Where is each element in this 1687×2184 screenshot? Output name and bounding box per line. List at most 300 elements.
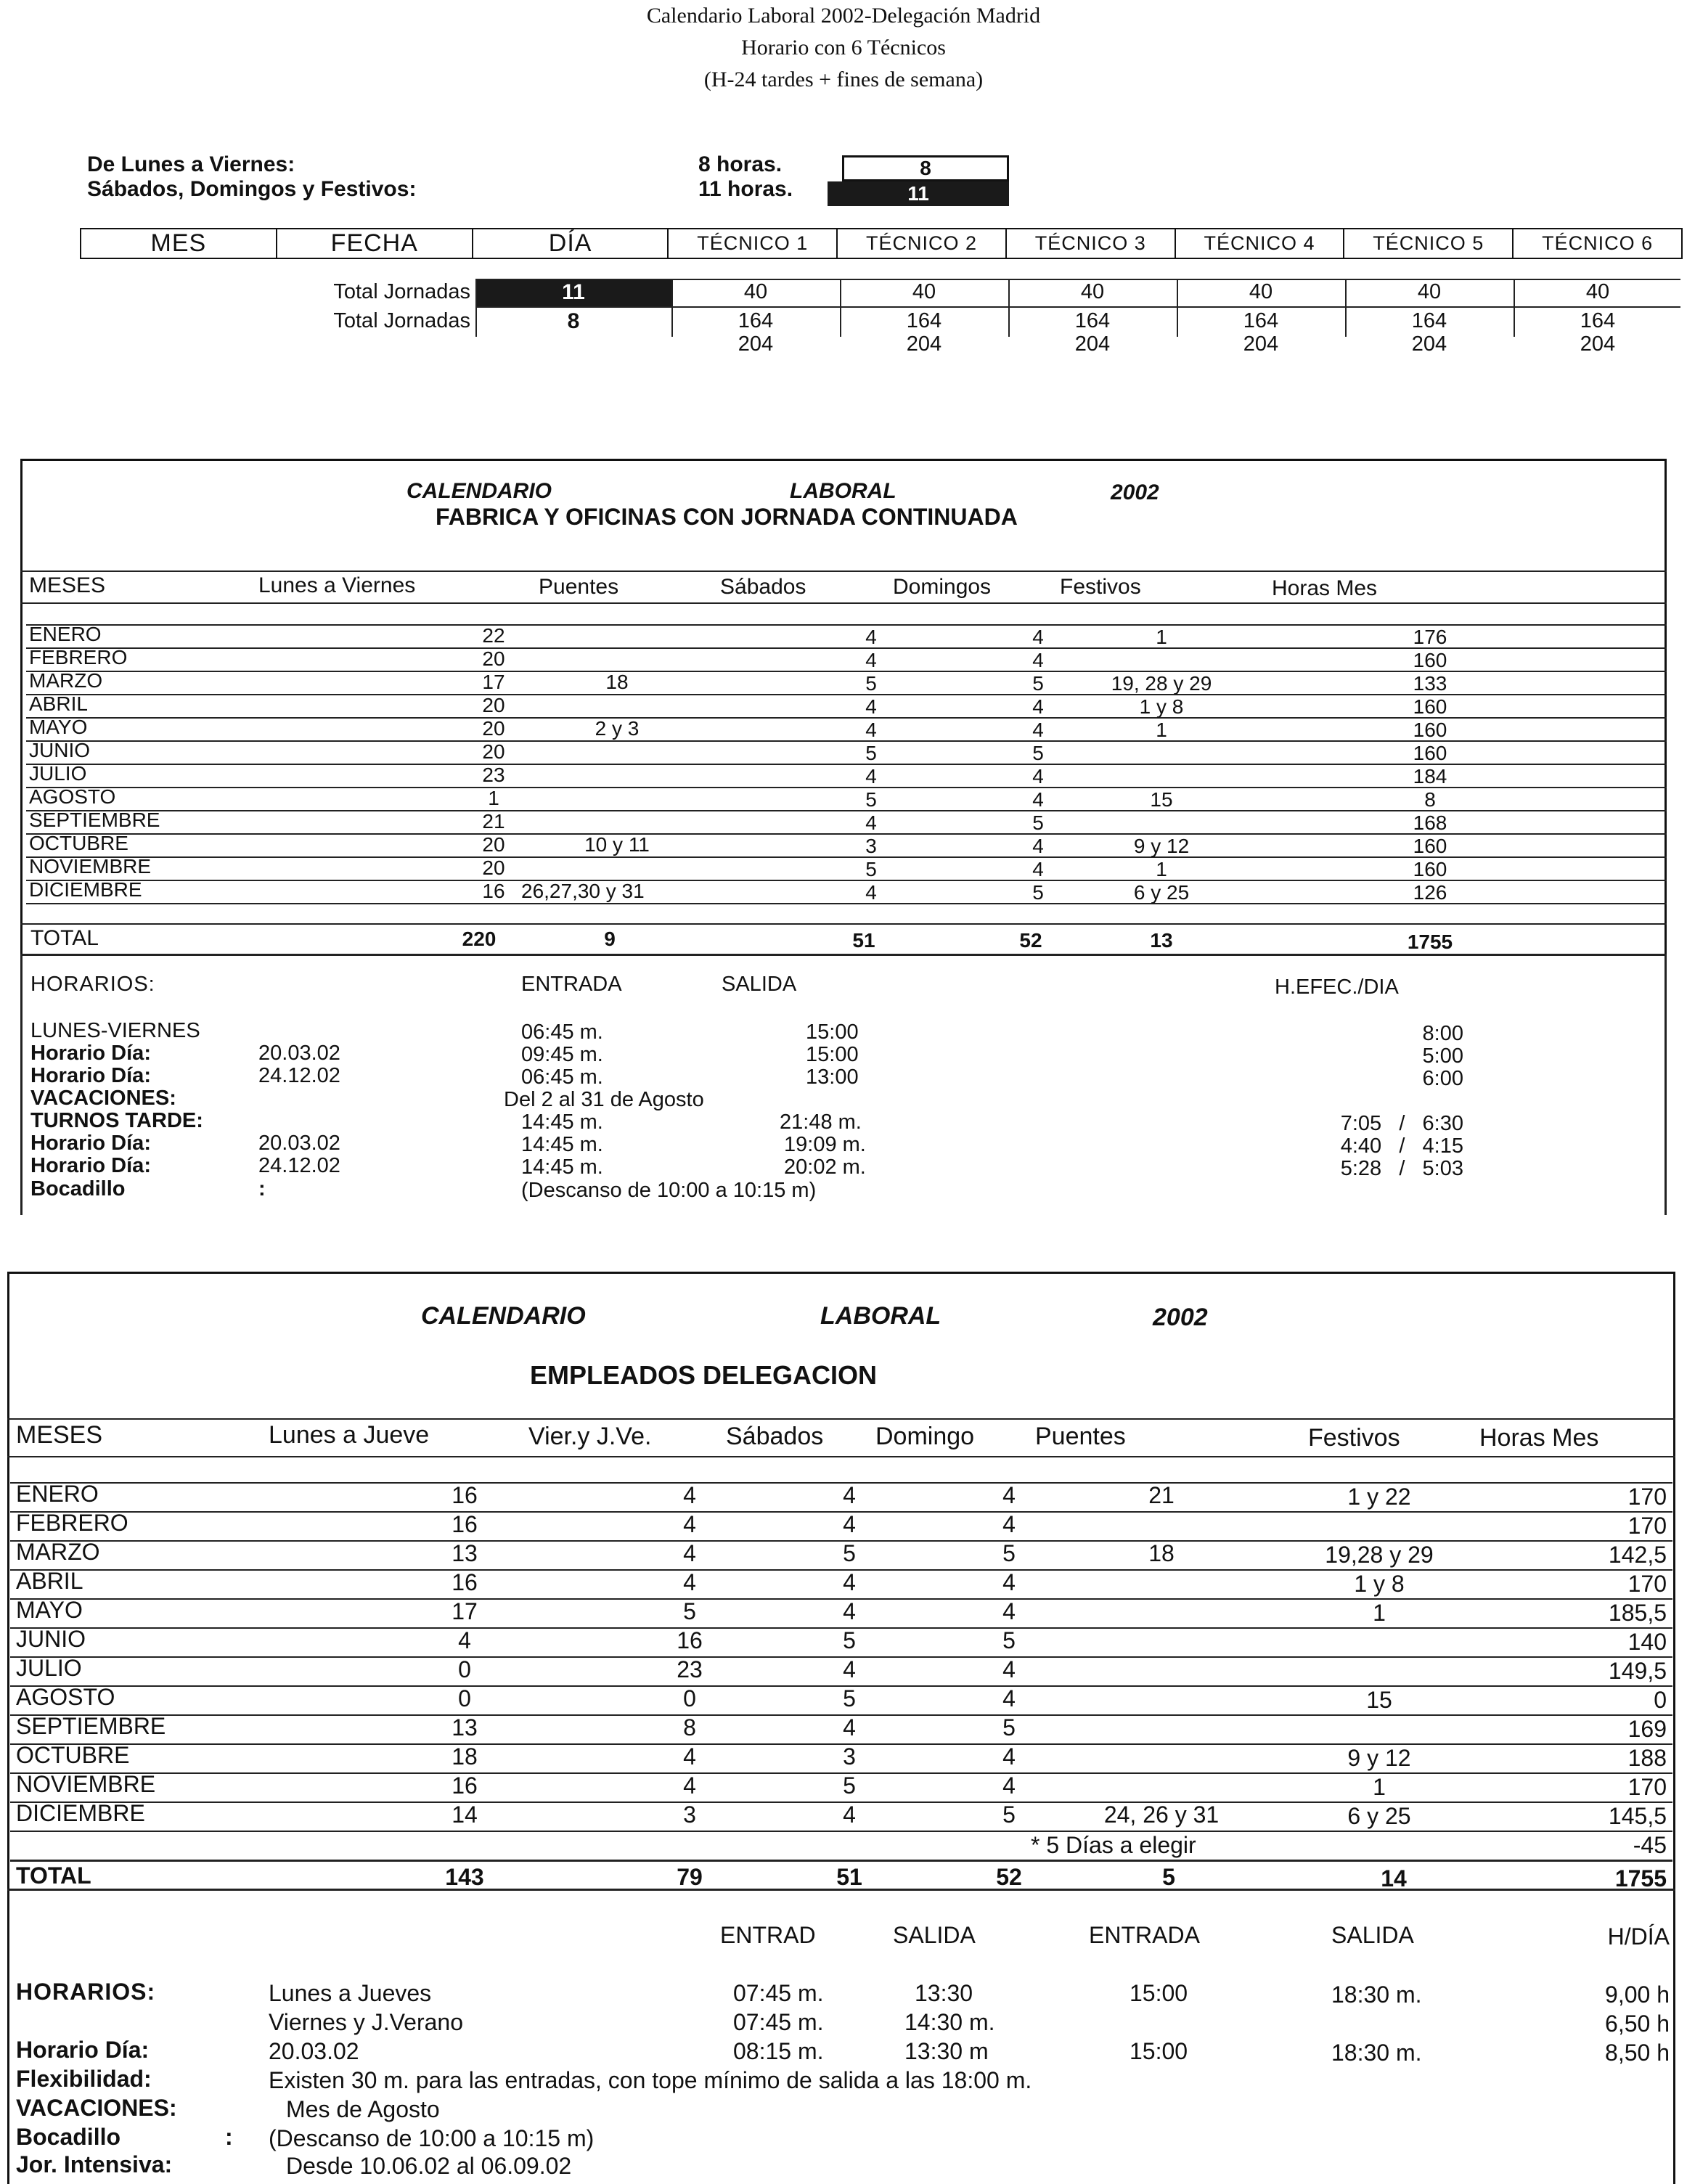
cal1-row-sab: 5 (865, 858, 877, 880)
cal1-col-puentes: Puentes (539, 575, 619, 599)
document-title: Calendario Laboral 2002-Delegación Madrid (646, 4, 1041, 28)
cal2-sched-e1: 07:45 m. (733, 2009, 824, 2035)
cal2-sched-label: Horario Día: (16, 2037, 150, 2063)
weekend-label: Sábados, Domingos y Festivos: (87, 177, 417, 201)
cal1-row-sab: 4 (865, 881, 877, 904)
cal2-row-puentes: 24, 26 y 31 (1103, 1801, 1220, 1828)
cal2-row-dom: 4 (1002, 1743, 1016, 1770)
cal2-row-horas: 185,5 (1608, 1600, 1667, 1626)
cal2-sched-s1: 14:30 m. (904, 2009, 995, 2035)
cal2-row-mes: SEPTIEMBRE (16, 1713, 166, 1739)
cal1-row-mes: MAYO (29, 716, 88, 738)
cal2-row-sab: 5 (843, 1772, 856, 1799)
col-tecnico-1: TÉCNICO 1 (668, 229, 837, 258)
tec4-val-2: 164 (1243, 309, 1279, 332)
cal1-col-lunes-viernes: Lunes a Viernes (258, 573, 416, 597)
cal2-row-horas: 170 (1627, 1513, 1667, 1539)
cal2-row-vj: 3 (683, 1801, 696, 1828)
cal1-row-horas: 133 (1413, 672, 1447, 695)
cal2-total-sab: 51 (836, 1864, 862, 1890)
cal2-total-horas: 1755 (1614, 1865, 1667, 1891)
cal1-row-lv: 20 (482, 647, 505, 670)
cal2-head-entrada: ENTRADA (1089, 1922, 1200, 1948)
cal1-row-fest: 1 y 8 (1139, 695, 1184, 718)
cal1-title-year: 2002 (1111, 480, 1159, 504)
cal1-row-horas: 160 (1413, 649, 1447, 671)
cal2-col-lunes-jueves: Lunes a Jueve (269, 1421, 430, 1449)
cal2-col-meses: MESES (16, 1421, 103, 1449)
cal2-head-salida-1: SALIDA (893, 1922, 976, 1948)
col-dia: DÍA (473, 229, 668, 258)
cal1-hefec-head: H.EFEC./DIA (1275, 976, 1399, 999)
cal2-row-fest: 1 (1373, 1774, 1386, 1800)
cal1-vacaciones-text: Del 2 al 31 de Agosto (504, 1088, 704, 1111)
tec2-val-2: 164 (906, 309, 942, 332)
tec3-val-1: 40 (1080, 280, 1105, 303)
cal1-row-sab: 5 (865, 742, 877, 764)
cal1-row-horas: 8 (1424, 788, 1436, 811)
cal2-sched-s1: 13:30 m (904, 2038, 989, 2064)
cal1-row-horas: 176 (1413, 626, 1447, 648)
cal1-row-lv: 1 (488, 787, 499, 809)
cal2-total-dom: 52 (996, 1864, 1022, 1890)
cal2-row-puentes: 21 (1148, 1482, 1175, 1508)
cal2-total-label: TOTAL (16, 1862, 91, 1889)
cal2-row-horas: 169 (1627, 1716, 1667, 1742)
cal2-row-horas: 145,5 (1608, 1803, 1667, 1829)
col-fecha: FECHA (277, 229, 473, 258)
cal1-row-lv: 23 (482, 764, 505, 786)
cal1-row-horas: 160 (1413, 858, 1447, 880)
cal2-row-sab: 4 (843, 1714, 856, 1741)
cal1-row-sab: 5 (865, 672, 877, 695)
cal1-title-calendario: CALENDARIO (407, 479, 552, 503)
weekday-label: De Lunes a Viernes: (87, 152, 295, 176)
cal1-row-lv: 20 (482, 833, 505, 856)
weekday-hours: 8 horas. (698, 152, 783, 176)
cal2-sched-e1: 08:15 m. (733, 2038, 824, 2064)
cal1-row-fest: 15 (1150, 788, 1173, 811)
cal2-row-mes: NOVIEMBRE (16, 1771, 156, 1797)
cal1-row-horas: 160 (1413, 695, 1447, 718)
cal2-row-horas: 170 (1627, 1774, 1667, 1800)
cal1-sched-entrada: 06:45 m. (521, 1066, 603, 1089)
cal1-sched-entrada: 09:45 m. (521, 1043, 603, 1066)
cal2-row-lj: 4 (458, 1627, 471, 1653)
cal2-row-dom: 4 (1002, 1598, 1016, 1624)
cal2-row-lj: 16 (452, 1772, 478, 1799)
cal1-row-mes: ENERO (29, 623, 102, 645)
cal2-row-fest: 19,28 y 29 (1325, 1542, 1434, 1568)
col-mes: MES (81, 229, 277, 258)
cal2-row-fest: 15 (1366, 1687, 1392, 1713)
cal2-col-puentes: Puentes (1035, 1423, 1126, 1450)
cal2-col-horas-mes: Horas Mes (1479, 1424, 1599, 1452)
cal2-row-sab: 4 (843, 1801, 856, 1828)
cal1-sched-label: LUNES-VIERNES (30, 1019, 200, 1042)
cal2-total-fest: 14 (1381, 1865, 1407, 1891)
cal2-sched-desc: 20.03.02 (269, 2038, 359, 2064)
cal1-row-dom: 4 (1032, 626, 1044, 648)
cal2-sched-desc: Lunes a Jueves (269, 1980, 432, 2006)
cal2-col-sabados: Sábados (726, 1423, 824, 1450)
tec6-total: 204 (1580, 332, 1616, 356)
cal2-row-vj: 4 (683, 1569, 696, 1595)
cal2-row-horas: 140 (1627, 1629, 1667, 1655)
cal1-row-fest: 6 y 25 (1133, 881, 1190, 904)
tec3-val-2: 164 (1074, 309, 1111, 332)
cal1-row-horas: 184 (1413, 765, 1447, 788)
cal1-row-puentes: 2 y 3 (595, 717, 640, 740)
tec2-val-1: 40 (912, 280, 936, 303)
cal2-row-sab: 4 (843, 1656, 856, 1682)
cal1-sched-h: 4:40 / 4:15 (1340, 1134, 1463, 1158)
cal1-col-horas-mes: Horas Mes (1272, 576, 1378, 600)
cal1-sched-label: VACACIONES: (30, 1087, 176, 1110)
col-tecnico-6: TÉCNICO 6 (1513, 229, 1682, 258)
cal2-row-sab: 4 (843, 1511, 856, 1537)
col-tecnico-3: TÉCNICO 3 (1006, 229, 1175, 258)
cal1-row-dom: 4 (1032, 719, 1044, 741)
cal2-sched-s2: 18:30 m. (1331, 2040, 1422, 2066)
cal1-row-mes: OCTUBRE (29, 832, 128, 854)
cal1-total-lv: 220 (462, 928, 497, 950)
tec1-val-1: 40 (743, 280, 768, 303)
cal1-row-mes: DICIEMBRE (29, 878, 142, 901)
cal2-row-lj: 16 (452, 1482, 478, 1508)
cal1-sched-date: 20.03.02 (258, 1042, 340, 1065)
cal1-row-fest: 9 y 12 (1133, 835, 1190, 857)
cal1-sched-label: Horario Día: (30, 1154, 151, 1177)
cal1-row-lv: 20 (482, 740, 505, 763)
cal2-row-vj: 0 (683, 1685, 696, 1711)
cal1-title-laboral: LABORAL (790, 479, 896, 503)
cal2-row-horas: 170 (1627, 1484, 1667, 1510)
cal2-row-dom: 4 (1002, 1656, 1016, 1682)
cal1-bocadillo-text: (Descanso de 10:00 a 10:15 m) (521, 1179, 817, 1202)
cal2-row-fest: 1 (1373, 1600, 1386, 1626)
cal1-row-mes: FEBRERO (29, 646, 128, 668)
cal1-row-fest: 19, 28 y 29 (1111, 672, 1212, 695)
cal1-row-sab: 3 (865, 835, 877, 857)
cal1-row-dom: 4 (1032, 835, 1044, 857)
cal2-title-year: 2002 (1153, 1304, 1208, 1331)
tec6-val-2: 164 (1580, 309, 1616, 332)
cal2-col-festivos: Festivos (1308, 1424, 1400, 1452)
cal2-row-fest: 1 y 8 (1354, 1571, 1405, 1597)
cal1-subtitle: FABRICA Y OFICINAS CON JORNADA CONTINUADA (436, 504, 1018, 530)
cal1-sched-salida: 15:00 (806, 1043, 859, 1066)
dia-value-2: 8 (567, 309, 580, 333)
cal2-row-lj: 17 (452, 1598, 478, 1624)
cal2-row-dom: 5 (1002, 1540, 1016, 1566)
cal1-sched-label: Bocadillo (30, 1177, 126, 1201)
cal1-row-dom: 4 (1032, 695, 1044, 718)
cal2-row-sab: 4 (843, 1569, 856, 1595)
cal1-sched-date: 20.03.02 (258, 1132, 340, 1155)
cal2-row-horas: 188 (1627, 1745, 1667, 1771)
cal1-row-sab: 5 (865, 788, 877, 811)
cal1-salida-head: SALIDA (722, 973, 797, 996)
cal2-row-mes: OCTUBRE (16, 1742, 130, 1768)
cal2-row-sab: 3 (843, 1743, 856, 1770)
weekend-hours: 11 horas. (698, 177, 793, 201)
cal2-row-mes: MAYO (16, 1597, 83, 1623)
cal2-row-dom: 4 (1002, 1569, 1016, 1595)
tec6-val-1: 40 (1585, 280, 1610, 303)
cal2-sched-e1: 07:45 m. (733, 1980, 824, 2006)
cal2-row-dom: 4 (1002, 1482, 1016, 1508)
cal1-sched-h: 7:05 / 6:30 (1340, 1112, 1463, 1135)
cal1-total-dom: 52 (1019, 929, 1042, 952)
cal2-flex-label: Flexibilidad: (16, 2066, 152, 2092)
cal2-row-horas: 0 (1654, 1687, 1667, 1713)
tec5-total: 204 (1411, 332, 1447, 356)
total-jornadas-label-1: Total Jornadas (333, 280, 470, 303)
cal2-head-entrad: ENTRAD (720, 1922, 816, 1948)
cal2-total-lj: 143 (445, 1864, 484, 1890)
col-tecnico-5: TÉCNICO 5 (1344, 229, 1513, 258)
cal2-row-mes: JUNIO (16, 1626, 86, 1652)
cal1-row-lv: 22 (482, 624, 505, 647)
cal2-row-sab: 4 (843, 1482, 856, 1508)
tec1-val-2: 164 (738, 309, 774, 332)
cal2-sched-h: 8,50 h (1605, 2040, 1670, 2066)
cal2-sched-h: 9,00 h (1605, 1981, 1670, 2008)
cal1-row-horas: 160 (1413, 742, 1447, 764)
cal2-col-domingo: Domingo (875, 1423, 975, 1450)
cal1-sched-label: Horario Día: (30, 1042, 151, 1065)
cal2-row-lj: 14 (452, 1801, 478, 1828)
cal1-total-fest: 13 (1150, 929, 1173, 952)
cal1-row-puentes: 26,27,30 y 31 (521, 880, 645, 902)
cal1-row-sab: 4 (865, 695, 877, 718)
cal2-vac-text: Mes de Agosto (286, 2096, 440, 2122)
cal2-row-puentes: 18 (1148, 1540, 1175, 1566)
cal2-row-mes: AGOSTO (16, 1684, 115, 1710)
tec2-total: 204 (906, 332, 942, 356)
cal1-row-sab: 4 (865, 649, 877, 671)
cal2-row-sab: 5 (843, 1540, 856, 1566)
cal1-row-mes: NOVIEMBRE (29, 855, 152, 878)
cal2-row-lj: 18 (452, 1743, 478, 1770)
cal1-total-horas: 1755 (1407, 931, 1453, 953)
tec3-total: 204 (1074, 332, 1111, 356)
cal2-sched-s1: 13:30 (915, 1980, 973, 2006)
cal2-extra-note: * 5 Días a elegir (1031, 1832, 1196, 1858)
tec1-total: 204 (738, 332, 774, 356)
cal1-row-dom: 5 (1032, 742, 1044, 764)
cal2-row-fest: 9 y 12 (1347, 1745, 1411, 1771)
cal1-col-meses: MESES (29, 573, 106, 597)
cal2-row-horas: 170 (1627, 1571, 1667, 1597)
cal2-row-lj: 0 (458, 1685, 471, 1711)
document-subtitle: Horario con 6 Técnicos (741, 36, 946, 60)
cal2-row-mes: ABRIL (16, 1568, 83, 1594)
weekend-value-box: 11 (828, 181, 1009, 206)
cal2-total-vj: 79 (677, 1864, 703, 1890)
cal2-horarios-label: HORARIOS: (16, 1979, 156, 2005)
tec4-total: 204 (1243, 332, 1279, 356)
cal1-row-mes: AGOSTO (29, 785, 116, 808)
cal2-row-lj: 16 (452, 1569, 478, 1595)
cal2-row-dom: 4 (1002, 1772, 1016, 1799)
document-note: (H-24 tardes + fines de semana) (703, 68, 984, 91)
cal1-sched-entrada: 14:45 m. (521, 1133, 603, 1156)
cal1-row-mes: MARZO (29, 669, 103, 692)
cal1-row-puentes: 18 (605, 671, 629, 693)
cal1-sched-salida: 21:48 m. (780, 1111, 862, 1134)
cal1-row-sab: 4 (865, 719, 877, 741)
tec5-val-1: 40 (1417, 280, 1442, 303)
cal2-title-laboral: LABORAL (820, 1302, 941, 1330)
cal1-row-dom: 4 (1032, 788, 1044, 811)
cal2-head-salida-2: SALIDA (1331, 1922, 1414, 1948)
cal1-row-puentes: 10 y 11 (584, 833, 650, 856)
cal2-row-vj: 4 (683, 1482, 696, 1508)
cal1-horarios-label: HORARIOS: (30, 973, 155, 996)
cal1-row-lv: 20 (482, 694, 505, 716)
cal1-row-horas: 160 (1413, 835, 1447, 857)
cal1-row-dom: 5 (1032, 811, 1044, 834)
cal2-row-vj: 4 (683, 1772, 696, 1799)
cal2-row-dom: 5 (1002, 1627, 1016, 1653)
cal1-sched-h: 5:28 / 5:03 (1340, 1157, 1463, 1180)
cal1-col-sabados: Sábados (720, 575, 806, 599)
dia-value-1: 11 (475, 279, 671, 306)
cal1-sched-date: 24.12.02 (258, 1154, 340, 1177)
cal1-row-fest: 1 (1156, 719, 1167, 741)
cal1-row-dom: 4 (1032, 649, 1044, 671)
cal1-row-dom: 4 (1032, 765, 1044, 788)
cal2-total-puentes: 5 (1162, 1864, 1175, 1890)
cal1-row-horas: 168 (1413, 811, 1447, 834)
cal2-col-viernes: Vier.y J.Ve. (528, 1423, 652, 1450)
cal1-row-mes: SEPTIEMBRE (29, 809, 160, 831)
cal2-sched-h: 6,50 h (1605, 2011, 1670, 2037)
cal2-row-mes: JULIO (16, 1655, 82, 1681)
cal1-row-lv: 20 (482, 856, 505, 879)
cal2-row-fest: 1 y 22 (1347, 1484, 1411, 1510)
cal1-row-mes: JULIO (29, 762, 87, 785)
cal1-sched-entrada: 06:45 m. (521, 1021, 603, 1044)
cal2-row-dom: 4 (1002, 1511, 1016, 1537)
cal2-row-horas: 149,5 (1608, 1658, 1667, 1684)
cal1-row-fest: 1 (1156, 858, 1167, 880)
cal1-row-dom: 5 (1032, 672, 1044, 695)
cal2-extra-value: -45 (1633, 1832, 1667, 1858)
cal2-boc-text: (Descanso de 10:00 a 10:15 m) (269, 2125, 595, 2151)
cal2-flex-text: Existen 30 m. para las entradas, con tope mínimo de salida a las 18:00 m. (269, 2067, 1032, 2093)
cal1-row-lv: 16 (482, 880, 505, 902)
cal1-row-sab: 4 (865, 765, 877, 788)
cal2-row-vj: 4 (683, 1743, 696, 1770)
cal1-row-lv: 20 (482, 717, 505, 740)
cal1-row-horas: 126 (1413, 881, 1447, 904)
tec5-val-2: 164 (1411, 309, 1447, 332)
cal2-row-lj: 13 (452, 1714, 478, 1741)
cal1-sched-salida: 20:02 m. (784, 1156, 866, 1179)
cal1-sched-h: 5:00 (1422, 1044, 1463, 1068)
cal2-sched-s2: 18:30 m. (1331, 1981, 1422, 2008)
cal1-sched-date: : (258, 1177, 266, 1201)
cal2-row-vj: 4 (683, 1511, 696, 1537)
cal2-boc-colon: : (225, 2124, 233, 2150)
cal2-row-lj: 16 (452, 1511, 478, 1537)
cal1-sched-h: 6:00 (1422, 1067, 1463, 1090)
total-jornadas-label-2: Total Jornadas (333, 309, 470, 332)
cal1-sched-h: 8:00 (1422, 1022, 1463, 1045)
cal1-row-dom: 5 (1032, 881, 1044, 904)
cal1-row-lv: 21 (482, 810, 505, 833)
col-tecnico-4: TÉCNICO 4 (1175, 229, 1344, 258)
cal2-row-sab: 5 (843, 1627, 856, 1653)
cal1-sched-salida: 13:00 (806, 1066, 859, 1089)
cal1-sched-label: Horario Día: (30, 1064, 151, 1087)
cal1-row-horas: 160 (1413, 719, 1447, 741)
cal1-sched-date: 24.12.02 (258, 1064, 340, 1087)
cal1-row-sab: 4 (865, 626, 877, 648)
cal1-sched-label: Horario Día: (30, 1132, 151, 1155)
cal2-sched-e2: 15:00 (1130, 1980, 1188, 2006)
cal2-sched-desc: Viernes y J.Verano (269, 2009, 464, 2035)
cal1-sched-entrada: 14:45 m. (521, 1111, 603, 1134)
cal1-total-label: TOTAL (30, 926, 99, 950)
cal1-sched-label: TURNOS TARDE: (30, 1109, 203, 1132)
cal1-col-festivos: Festivos (1060, 575, 1141, 599)
cal2-sched-e2: 15:00 (1130, 2038, 1188, 2064)
cal2-row-vj: 16 (677, 1627, 703, 1653)
cal2-boc-label: Bocadillo (16, 2124, 121, 2150)
cal1-sched-salida: 19:09 m. (784, 1133, 866, 1156)
cal1-total-sab: 51 (852, 929, 875, 952)
cal2-row-mes: DICIEMBRE (16, 1800, 145, 1826)
cal2-row-dom: 5 (1002, 1801, 1016, 1828)
cal2-subtitle: EMPLEADOS DELEGACION (530, 1360, 878, 1390)
cal1-row-lv: 17 (482, 671, 505, 693)
cal2-row-vj: 8 (683, 1714, 696, 1741)
cal2-row-vj: 5 (683, 1598, 696, 1624)
cal2-row-mes: MARZO (16, 1539, 100, 1565)
cal2-jor-text: Desde 10.06.02 al 06.09.02 (286, 2153, 572, 2179)
tec4-val-1: 40 (1249, 280, 1273, 303)
cal2-head-hdia: H/DÍA (1607, 1923, 1670, 1950)
cal1-row-mes: ABRIL (29, 692, 88, 715)
weekday-value-box: 8 (842, 155, 1009, 181)
col-tecnico-2: TÉCNICO 2 (837, 229, 1006, 258)
cal1-sched-entrada: 14:45 m. (521, 1156, 603, 1179)
cal2-row-vj: 23 (677, 1656, 703, 1682)
tecnicos-header-table (80, 228, 1683, 259)
cal2-row-mes: ENERO (16, 1481, 99, 1507)
cal2-row-dom: 5 (1002, 1714, 1016, 1741)
cal2-row-lj: 13 (452, 1540, 478, 1566)
cal2-row-mes: FEBRERO (16, 1510, 128, 1536)
cal1-sched-salida: 15:00 (806, 1021, 859, 1044)
cal2-row-horas: 142,5 (1608, 1542, 1667, 1568)
cal1-row-mes: JUNIO (29, 739, 90, 761)
cal2-vac-label: VACACIONES: (16, 2095, 177, 2121)
cal2-row-lj: 0 (458, 1656, 471, 1682)
cal2-row-vj: 4 (683, 1540, 696, 1566)
cal1-entrada-head: ENTRADA (521, 973, 622, 996)
cal2-row-sab: 4 (843, 1598, 856, 1624)
cal1-total-puentes: 9 (604, 928, 616, 950)
cal1-row-sab: 4 (865, 811, 877, 834)
cal2-title-calendario: CALENDARIO (421, 1302, 586, 1330)
cal2-row-fest: 6 y 25 (1347, 1803, 1411, 1829)
cal2-jor-label: Jor. Intensiva: (16, 2151, 173, 2177)
